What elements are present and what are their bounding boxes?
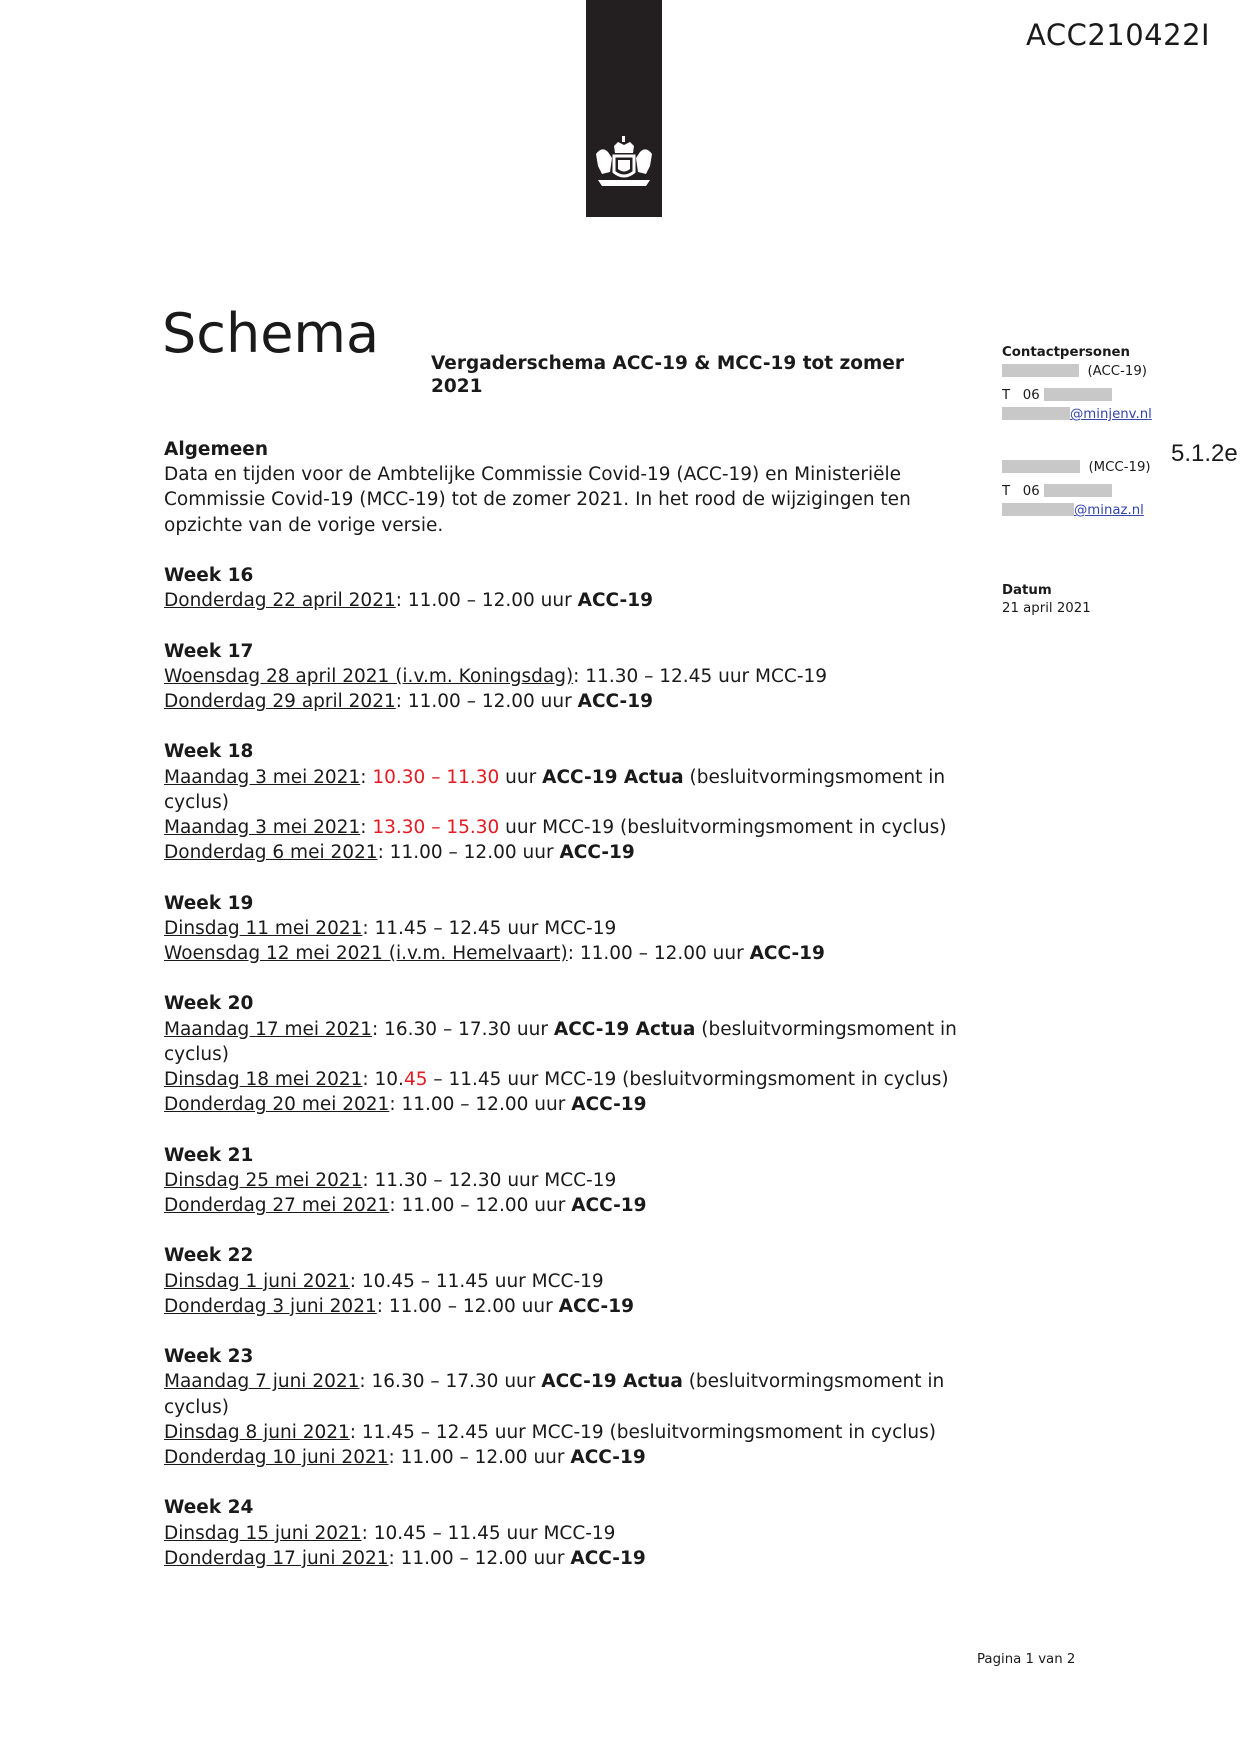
week-section	[164, 1143, 959, 1219]
intro-text: Data en tijden voor de Ambtelijke Commissie Covid-19 (ACC-19) en Ministeriële Commissie Covid-19 (MCC-19) tot de zomer 2021. In het rood de wijzigingen ten opzichte van de vorige versie.	[164, 464, 911, 536]
committee-name: ACC-19	[570, 1447, 646, 1468]
week-section	[164, 1495, 959, 1571]
committee-name: ACC-19 Actua	[542, 766, 684, 788]
meeting-date: Donderdag 29 april 2021	[164, 691, 396, 712]
meeting-entry	[164, 1445, 959, 1470]
meeting-date: Donderdag 27 mei 2021	[164, 1195, 390, 1216]
meeting-details: : 10.45 – 11.45 uur MCC-19	[361, 1522, 616, 1544]
meeting-entry	[164, 664, 959, 689]
contact-role: (MCC-19)	[1088, 460, 1151, 475]
week-section	[164, 1344, 959, 1470]
meeting-entry	[164, 1092, 959, 1117]
redacted-phone	[1044, 484, 1112, 497]
email-link[interactable]: @minjenv.nl	[1070, 407, 1152, 422]
meeting-date: Donderdag 22 april 2021	[164, 590, 396, 612]
meeting-details: : 11.30 – 12.30 uur MCC-19	[362, 1169, 617, 1191]
week-section	[164, 1243, 959, 1319]
document-subtitle: Vergaderschema ACC-19 & MCC-19 tot zomer 2021	[431, 353, 904, 397]
week-heading: Week 16	[164, 565, 254, 586]
phone-prefix: T 06	[1002, 484, 1040, 499]
week-heading: Week 24	[164, 1497, 254, 1519]
meeting-details: : 11.00 – 12.00 uur	[567, 943, 750, 964]
contacts-label: Contactpersonen	[1002, 345, 1131, 360]
phone-prefix: T 06	[1002, 388, 1040, 403]
document-body	[164, 437, 959, 1596]
page-title: Schema	[162, 302, 380, 365]
meeting-entry	[164, 588, 959, 613]
committee-name: ACC-19	[577, 590, 653, 612]
meeting-details: : 11.00 – 12.00 uur	[395, 590, 578, 612]
meeting-details: : 11.45 – 12.45 uur MCC-19	[362, 917, 617, 939]
meeting-date: Maandag 3 mei 2021	[164, 766, 361, 788]
redacted-phone	[1044, 388, 1112, 401]
meeting-date: Dinsdag 11 mei 2021	[164, 917, 363, 939]
meeting-entry	[164, 689, 959, 714]
meeting-date: Donderdag 3 juni 2021	[164, 1295, 377, 1317]
meeting-date: Maandag 17 mei 2021	[164, 1018, 372, 1040]
meeting-entry	[164, 815, 959, 840]
meeting-details: : 10.45 – 11.45 uur MCC-19	[349, 1270, 604, 1292]
meeting-entry	[164, 941, 959, 966]
meeting-date: Donderdag 10 juni 2021	[164, 1447, 389, 1468]
meeting-details: : 11.30 – 12.45 uur MCC-19	[573, 665, 828, 687]
meeting-date: Dinsdag 25 mei 2021	[164, 1169, 363, 1191]
meeting-details: : 11.00 – 12.00 uur	[389, 1195, 572, 1216]
coat-of-arms-icon	[592, 136, 656, 196]
meeting-details: : 11.00 – 12.00 uur	[395, 691, 578, 712]
redaction-code: 5.1.2e	[1171, 440, 1238, 467]
meeting-entry	[164, 1546, 959, 1571]
meeting-date: Donderdag 20 mei 2021	[164, 1094, 390, 1116]
meeting-entry	[164, 1420, 959, 1445]
week-section	[164, 991, 959, 1117]
meeting-details: : 10.	[362, 1069, 404, 1090]
contacts-block	[1002, 345, 1152, 518]
committee-name: ACC-19	[577, 691, 653, 712]
meeting-details: uur	[499, 766, 543, 788]
meeting-entry	[164, 1067, 959, 1092]
week-section	[164, 891, 959, 967]
committee-name: ACC-19	[559, 842, 635, 864]
meeting-date: Woensdag 12 mei 2021 (i.v.m. Hemelvaart)	[164, 943, 568, 964]
meeting-details: : 16.30 – 17.30 uur	[372, 1018, 554, 1040]
meeting-date: Maandag 7 juni 2021	[164, 1371, 360, 1393]
meeting-entry	[164, 1269, 959, 1294]
week-heading: Week 20	[164, 993, 254, 1015]
intro-section	[164, 437, 959, 538]
meeting-details: : 11.45 – 12.45 uur MCC-19 (besluitvormingsmoment in cyclus)	[349, 1421, 936, 1443]
meeting-date: Woensdag 28 april 2021 (i.v.m. Koningsdag)	[164, 665, 574, 687]
meeting-details: – 11.45 uur MCC-19 (besluitvormingsmoment in cyclus)	[427, 1069, 949, 1090]
meeting-entry	[164, 916, 959, 941]
meeting-entry	[164, 1168, 959, 1193]
changed-time: 45	[403, 1069, 428, 1090]
meeting-details: : 11.00 – 12.00 uur	[389, 1094, 572, 1116]
meeting-date: Dinsdag 8 juni 2021	[164, 1421, 350, 1443]
document-id: ACC210422I	[1026, 18, 1211, 52]
meeting-details: : 11.00 – 12.00 uur	[377, 842, 560, 864]
meeting-entry	[164, 1017, 959, 1067]
meeting-date: Dinsdag 1 juni 2021	[164, 1270, 350, 1292]
week-section	[164, 639, 959, 715]
week-heading: Week 19	[164, 892, 254, 914]
committee-name: ACC-19	[570, 1547, 646, 1569]
meeting-date: Dinsdag 18 mei 2021	[164, 1069, 363, 1090]
meeting-date: Donderdag 17 juni 2021	[164, 1547, 389, 1569]
contact-role: (ACC-19)	[1087, 364, 1147, 379]
meeting-date: Dinsdag 15 juni 2021	[164, 1522, 362, 1544]
week-heading: Week 21	[164, 1144, 254, 1166]
committee-name: ACC-19 Actua	[541, 1371, 683, 1393]
meeting-details: : 16.30 – 17.30 uur	[359, 1371, 542, 1393]
meeting-entry	[164, 1369, 959, 1419]
meeting-details: :	[360, 817, 373, 838]
week-section	[164, 563, 959, 613]
meeting-details: :	[360, 766, 373, 788]
page-number: Pagina 1 van 2	[977, 1652, 1076, 1667]
committee-name: ACC-19 Actua	[553, 1018, 696, 1040]
committee-name: ACC-19	[571, 1094, 647, 1116]
week-list	[164, 563, 959, 1571]
week-heading: Week 23	[164, 1346, 254, 1368]
meeting-details: (besluitvormingsmoment in cyclus)	[164, 1371, 945, 1418]
redacted-name	[1002, 364, 1079, 377]
date-value: 21 april 2021	[1002, 601, 1091, 616]
email-link[interactable]: @minaz.nl	[1074, 503, 1144, 518]
meeting-entry	[164, 1193, 959, 1218]
week-heading: Week 17	[164, 640, 254, 662]
meeting-entry	[164, 1294, 959, 1319]
week-section	[164, 739, 959, 865]
meeting-entry	[164, 765, 959, 815]
committee-name: ACC-19	[558, 1295, 634, 1317]
week-heading: Week 22	[164, 1245, 254, 1267]
meeting-details: (besluitvormingsmoment in cyclus)	[164, 1018, 957, 1065]
redacted-email	[1002, 407, 1070, 420]
date-block	[1002, 583, 1091, 616]
committee-name: ACC-19	[571, 1195, 647, 1216]
changed-time: 13.30 – 15.30	[372, 817, 500, 838]
meeting-entry	[164, 1521, 959, 1546]
changed-time: 10.30 – 11.30	[372, 766, 500, 788]
meeting-date: Maandag 3 mei 2021	[164, 817, 361, 838]
meeting-details: (besluitvormingsmoment in cyclus)	[164, 766, 946, 813]
redacted-name	[1002, 460, 1080, 473]
committee-name: ACC-19	[749, 943, 825, 964]
date-label: Datum	[1002, 583, 1052, 598]
meeting-details: uur MCC-19 (besluitvormingsmoment in cyclus)	[499, 817, 947, 838]
redacted-email	[1002, 503, 1074, 516]
meeting-date: Donderdag 6 mei 2021	[164, 842, 378, 864]
meeting-details: : 11.00 – 12.00 uur	[388, 1447, 571, 1468]
meeting-details: : 11.00 – 12.00 uur	[388, 1547, 571, 1569]
week-heading: Week 18	[164, 741, 254, 763]
logo-bar	[586, 0, 662, 217]
intro-heading: Algemeen	[164, 439, 268, 460]
meeting-details: : 11.00 – 12.00 uur	[376, 1295, 559, 1317]
meeting-entry	[164, 840, 959, 865]
